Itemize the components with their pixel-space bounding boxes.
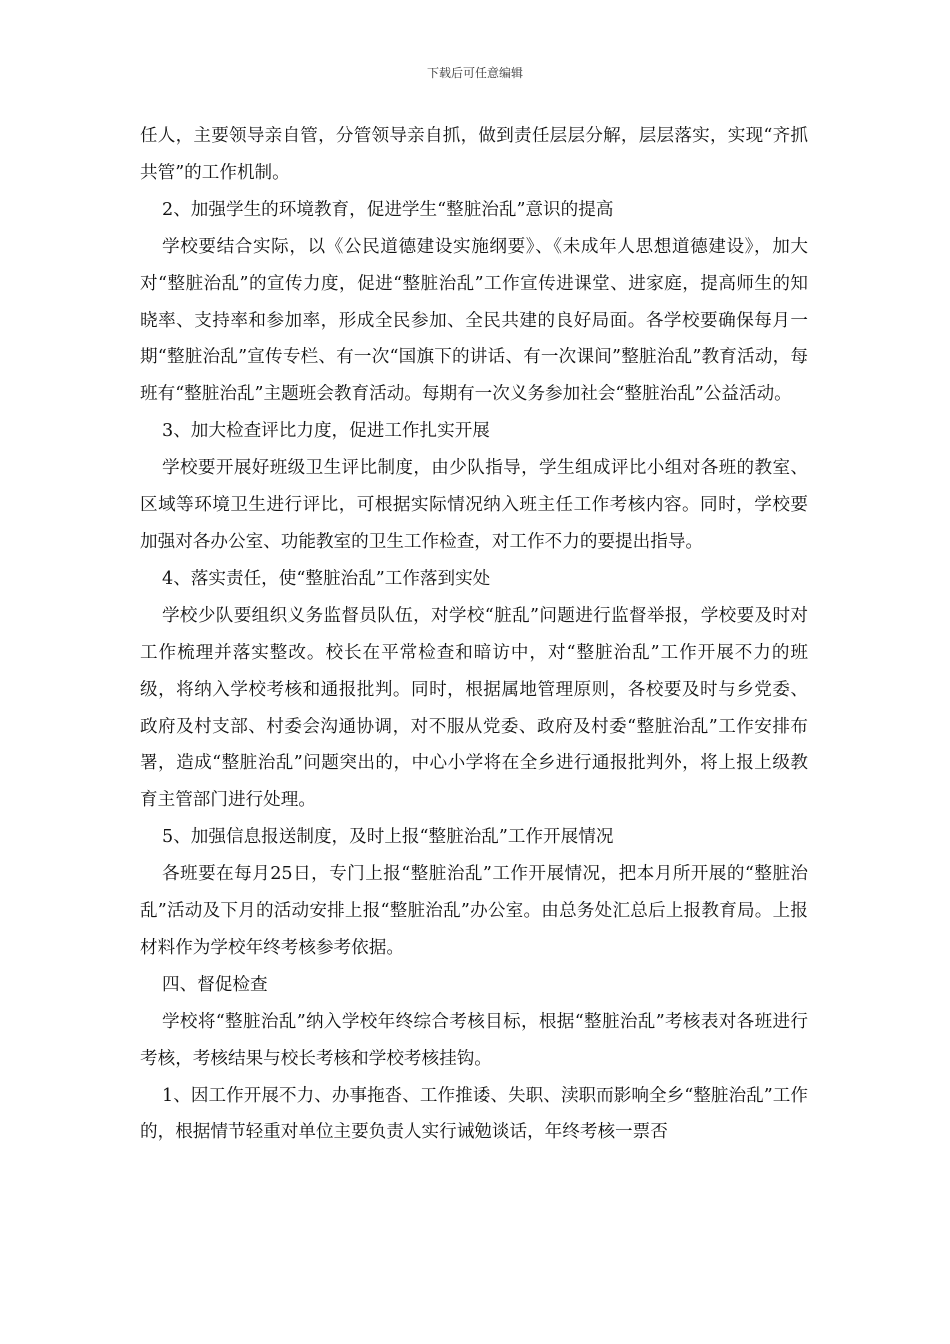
chapter-heading: 四、督促检查 xyxy=(162,974,268,995)
paragraph: 学校要开展好班级卫生评比制度，由少队指导，学生组成评比小组对各班的教室、区域等环境卫生进行评比，可根据实际情况纳入班主任工作考核内容。同时，学校要加强对各办公室、功能教室的卫生工作检查，对工作不力的要提出指导。 xyxy=(140,458,808,552)
paragraph: 学校将“整脏治乱”纳入学校年终综合考核目标，根据“整脏治乱”考核表对各班进行考核，考核结果与校长考核和学校考核挂钩。 xyxy=(140,1011,808,1069)
paragraph: 学校少队要组织义务监督员队伍，对学校“脏乱”问题进行监督举报，学校要及时对工作梳理并落实整改。校长在平常检查和暗访中，对“整脏治乱”工作开展不力的班级，将纳入学校考核和通报批判。同时，根据属地管理原则，各校要及时与乡党委、政府及村支部、村委会沟通协调，对不服从党委、政府及村委“整脏治乱”工作安排布署，造成“整脏治乱”问题突出的，中心小学将在全乡进行通报批判外，将上报上级教育主管部门进行处理。 xyxy=(140,605,808,811)
section-heading: 2、加强学生的环境教育，促进学生“整脏治乱”意识的提高 xyxy=(162,199,614,220)
page-header: 下载后可任意编辑 xyxy=(426,66,523,80)
paragraph: 学校要结合实际，以《公民道德建设实施纲要》、《未成年人思想道德建设》，加大对“整脏治乱”的宣传力度，促进“整脏治乱”工作宣传进课堂、进家庭，提高师生的知晓率、支持率和参加率，形成全民参加、全民共建的良好局面。各学校要确保每月一期“整脏治乱”宣传专栏、有一次“国旗下的讲话、有一次课间”整脏治乱”教育活动，每班有“整脏治乱”主题班会教育活动。每期有一次义务参加社会“整脏治乱”公益活动。 xyxy=(140,236,808,405)
paragraph: 各班要在每月25日，专门上报“整脏治乱”工作开展情况，把本月所开展的“整脏治乱”活动及下月的活动安排上报“整脏治乱”办公室。由总务处汇总后上报教育局。上报材料作为学校年终考核参考依据。 xyxy=(140,864,808,958)
paragraph-continuation: 任人，主要领导亲自管，分管领导亲自抓，做到责任层层分解，层层落实，实现“齐抓共管”的工作机制。 xyxy=(140,126,808,183)
document-body xyxy=(140,118,808,1151)
section-heading: 3、加大检查评比力度，促进工作扎实开展 xyxy=(162,421,490,442)
paragraph: 1、因工作开展不力、办事拖沓、工作推诿、失职、渎职而影响全乡“整脏治乱”工作的，根据情节轻重对单位主要负责人实行诫勉谈话，年终考核一票否 xyxy=(140,1085,808,1143)
section-heading: 4、落实责任，使“整脏治乱”工作落到实处 xyxy=(162,568,491,589)
section-heading: 5、加强信息报送制度，及时上报“整脏治乱”工作开展情况 xyxy=(162,827,614,848)
